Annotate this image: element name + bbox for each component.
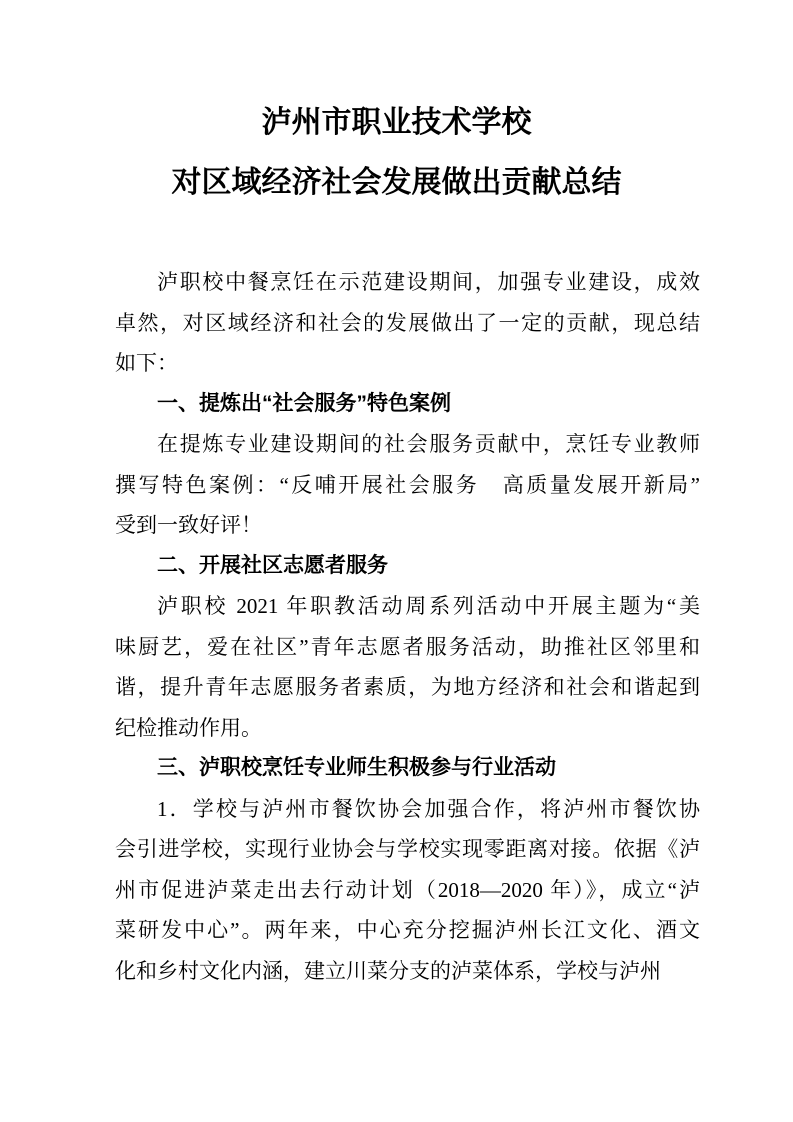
section-2-paragraph-line: 味厨艺，爱在社区”青年志愿者服务活动，助推社区邻里和 [115, 634, 700, 659]
section-1-paragraph-line: 撰写特色案例：“反哺开展社会服务 高质量发展开新局” [115, 472, 700, 497]
section-2-heading: 二、开展社区志愿者服务 [157, 553, 388, 577]
section-3-paragraph-line: 菜研发中心”。两年来，中心充分挖掘泸州长江文化、酒文 [115, 918, 700, 942]
section-3-paragraph-line: 州市促进泸菜走出去行动计划（2018—2020 年）》，成立“泸 [115, 877, 700, 902]
section-2-paragraph-line: 纪检推动作用。 [115, 715, 262, 740]
intro-paragraph-line: 如下： [115, 351, 178, 375]
section-2-paragraph-line: 谐，提升青年志愿服务者素质，为地方经济和社会和谐起到 [115, 675, 700, 699]
section-3-heading: 三、泸职校烹饪专业师生积极参与行业活动 [157, 756, 556, 779]
title-line-1: 泸州市职业技术学校 [261, 106, 532, 139]
section-3-paragraph-line: 会引进学校，实现行业协会与学校实现零距离对接。依据《泸 [115, 837, 700, 861]
section-3-paragraph-line: 化和乡村文化内涵，建立川菜分支的泸菜体系，学校与泸州 [115, 958, 661, 983]
section-1-heading: 一、提炼出“社会服务”特色案例 [157, 391, 451, 415]
intro-paragraph-line: 泸职校中餐烹饪在示范建设期间，加强专业建设，成效 [157, 270, 700, 294]
document-title [0, 93, 793, 213]
section-2-paragraph-line: 泸职校 2021 年职教活动周系列活动中开展主题为“美 [157, 594, 700, 618]
document-body [115, 262, 700, 991]
intro-paragraph-line: 卓然，对区域经济和社会的发展做出了一定的贡献，现总结 [115, 310, 700, 335]
title-line-2: 对区域经济社会发展做出贡献总结 [171, 166, 622, 199]
section-1-paragraph-line: 受到一致好评！ [115, 513, 262, 537]
section-1-paragraph-line: 在提炼专业建设期间的社会服务贡献中，烹饪专业教师 [157, 432, 700, 456]
section-3-paragraph-line: 1．学校与泸州市餐饮协会加强合作，将泸州市餐饮协 [157, 796, 700, 821]
